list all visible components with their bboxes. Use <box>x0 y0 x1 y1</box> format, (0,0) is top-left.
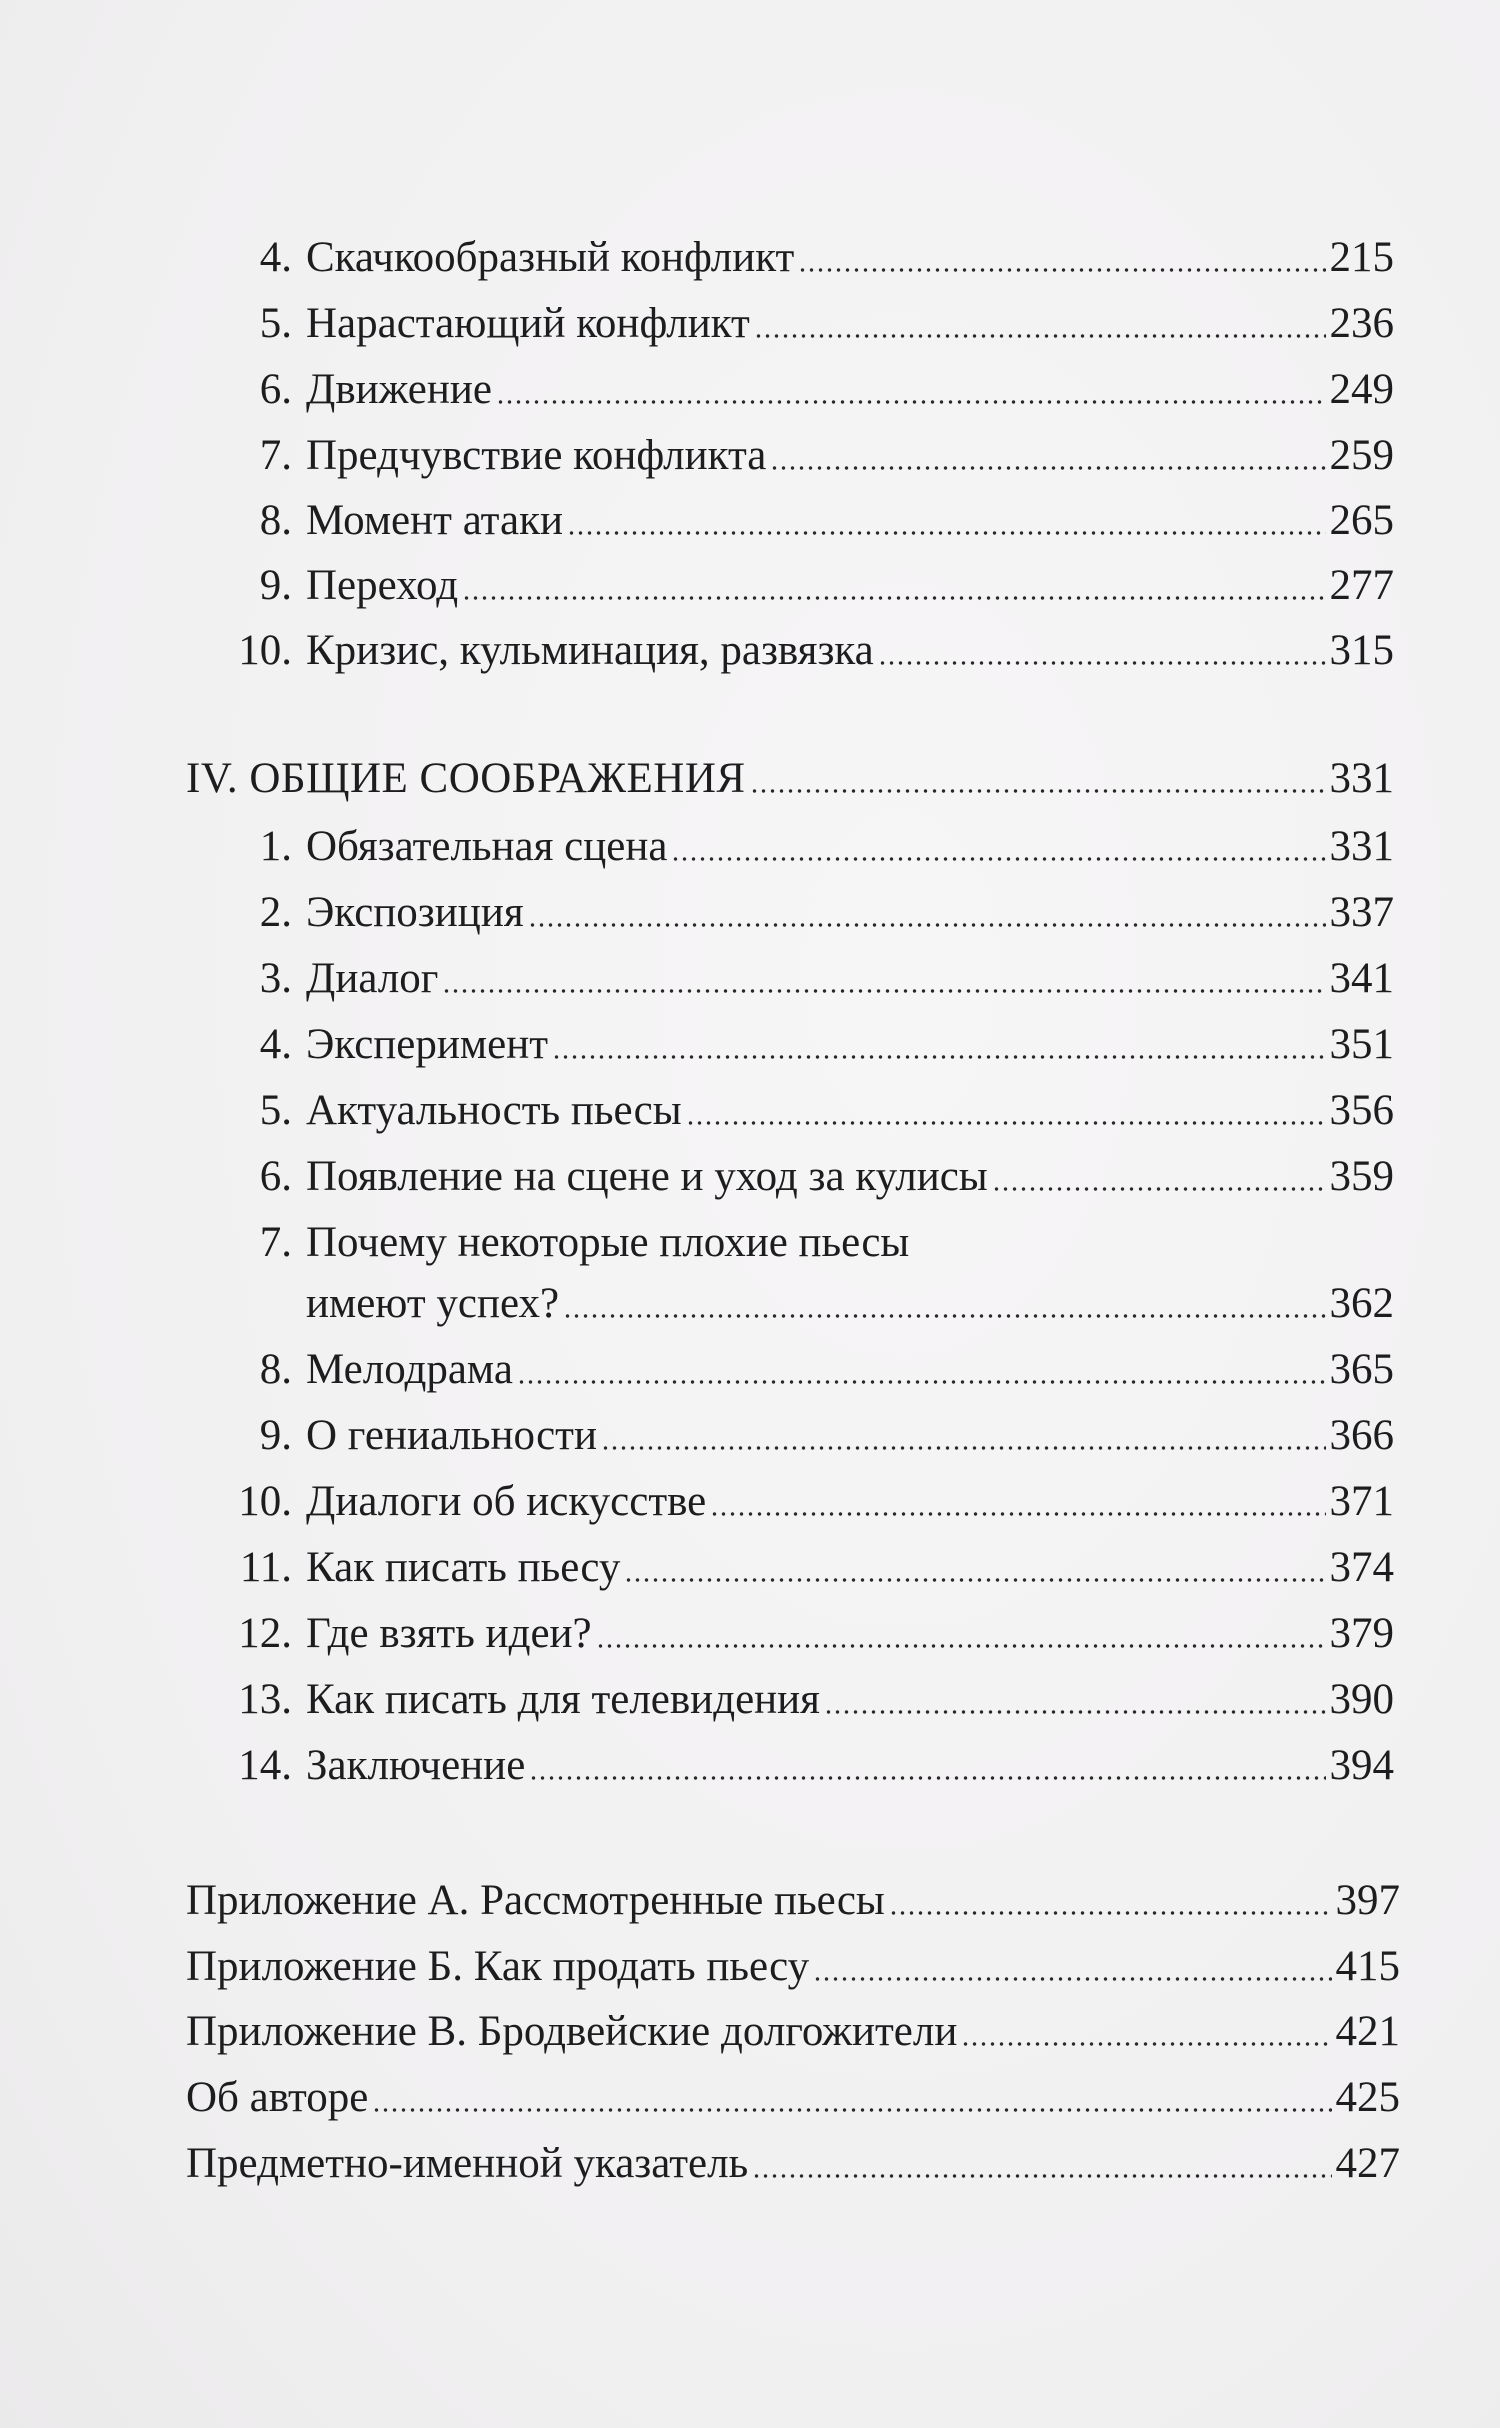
toc-entry[interactable] <box>186 230 1394 286</box>
toc-entry-page: 356 <box>1329 1087 1394 1134</box>
dot-leader <box>706 1474 1329 1530</box>
toc-entry-number: 8. <box>259 1346 292 1393</box>
toc-entry-number: 10. <box>238 627 292 674</box>
toc-entry-title: Момент атаки <box>306 497 563 544</box>
toc-appendix-entry[interactable] <box>186 1873 1400 1929</box>
dot-leader <box>794 230 1329 286</box>
dot-leader <box>750 296 1330 352</box>
toc-entry-page: 337 <box>1329 889 1394 936</box>
toc-entry-title: Движение <box>306 366 492 413</box>
toc-entry[interactable] <box>186 428 1394 484</box>
toc-entry-page: 379 <box>1329 1610 1394 1657</box>
toc-entry-first-line[interactable] <box>186 1215 1394 1271</box>
toc-entry-number: 9. <box>259 562 292 609</box>
toc-entry-number: 10. <box>238 1478 292 1525</box>
dot-leader <box>874 623 1330 679</box>
toc-entry-page: 215 <box>1329 234 1394 281</box>
appendix-title: Об авторе <box>186 2074 369 2121</box>
toc-entry-number: 12. <box>238 1610 292 1657</box>
toc-entry-page: 366 <box>1329 1412 1394 1459</box>
dot-leader <box>513 1342 1330 1398</box>
toc-entry[interactable] <box>186 1408 1394 1464</box>
toc-entry[interactable] <box>186 1149 1394 1205</box>
appendix-page: 421 <box>1335 2008 1400 2055</box>
toc-entry[interactable] <box>186 885 1394 941</box>
toc-entry-title: Мелодрама <box>306 1346 513 1393</box>
dot-leader <box>368 2070 1335 2126</box>
toc-entry-title: О гениальности <box>306 1412 597 1459</box>
toc-entry-number: 4. <box>259 1021 292 1068</box>
toc-entry-title: Предчувствие конфликта <box>306 432 767 479</box>
dot-leader <box>746 751 1330 807</box>
toc-entry-title-line1: Почему некоторые плохие пьесы <box>306 1219 910 1266</box>
dot-leader <box>592 1606 1330 1662</box>
toc-entry-title: Как писать для телевидения <box>306 1676 820 1723</box>
toc-entry-number: 11. <box>239 1544 292 1591</box>
dot-leader <box>548 1017 1329 1073</box>
toc-entry-title: Появление на сцене и уход за кулисы <box>306 1153 988 1200</box>
dot-leader <box>748 2136 1335 2192</box>
toc-entry[interactable] <box>186 623 1394 679</box>
toc-entry-number: 2. <box>259 889 292 936</box>
toc-entry-title: Экспозиция <box>306 889 524 936</box>
toc-entry[interactable] <box>186 1083 1394 1139</box>
toc-entry-title: Кризис, кульминация, развязка <box>306 627 874 674</box>
toc-entry[interactable] <box>186 1276 1394 1332</box>
dot-leader <box>492 362 1330 418</box>
toc-entry-page: 351 <box>1329 1021 1394 1068</box>
toc-entry-page: 331 <box>1329 823 1394 870</box>
toc-entry-title: Эксперимент <box>306 1021 549 1068</box>
toc-entry-page: 236 <box>1329 300 1394 347</box>
toc-entry-title: Диалог <box>306 955 439 1002</box>
toc-entry[interactable] <box>186 1672 1394 1728</box>
dot-leader <box>563 493 1330 549</box>
toc-entry-number: 4. <box>259 234 292 281</box>
toc-entry[interactable] <box>186 1342 1394 1398</box>
toc-entry-page: 374 <box>1329 1544 1394 1591</box>
toc-entry[interactable] <box>186 819 1394 875</box>
toc-entry-number: 5. <box>259 300 292 347</box>
chapter-page: 331 <box>1329 755 1394 802</box>
appendix-title: Приложение Б. Как продать пьесу <box>186 1943 810 1990</box>
toc-entry-page: 371 <box>1329 1478 1394 1525</box>
appendix-title: Приложение В. Бродвейские долгожители <box>186 2008 958 2055</box>
dot-leader <box>597 1408 1330 1464</box>
dot-leader <box>809 1939 1335 1995</box>
toc-entry-page: 249 <box>1329 366 1394 413</box>
dot-leader <box>820 1672 1330 1728</box>
toc-entry-title: Где взять идеи? <box>306 1610 592 1657</box>
toc-appendix-entry[interactable] <box>186 2136 1400 2192</box>
dot-leader <box>766 428 1329 484</box>
toc-entry-number: 6. <box>259 1153 292 1200</box>
appendix-page: 415 <box>1335 1943 1400 1990</box>
dot-leader <box>667 819 1329 875</box>
toc-entry-number: 8. <box>259 497 292 544</box>
appendix-title: Предметно-именной указатель <box>186 2140 749 2187</box>
toc-appendix-entry[interactable] <box>186 2070 1400 2126</box>
dot-leader <box>525 1738 1329 1794</box>
appendix-page: 425 <box>1335 2074 1400 2121</box>
toc-entry[interactable] <box>186 1738 1394 1794</box>
dot-leader <box>559 1276 1329 1332</box>
toc-entry-number: 13. <box>238 1676 292 1723</box>
toc-entry-title: Скачкообразный конфликт <box>306 234 795 281</box>
toc-entry-number: 14. <box>238 1742 292 1789</box>
toc-entry-page: 341 <box>1329 955 1394 1002</box>
toc-appendix-entry[interactable] <box>186 2004 1400 2060</box>
toc-entry-number: 7. <box>259 432 292 479</box>
toc-entry-page: 259 <box>1329 432 1394 479</box>
toc-entry-number: 6. <box>259 366 292 413</box>
toc-entry-page: 265 <box>1329 497 1394 544</box>
toc-entry-title: Как писать пьесу <box>306 1544 621 1591</box>
toc-entry[interactable] <box>186 1474 1394 1530</box>
toc-entry-title: Заключение <box>306 1742 526 1789</box>
toc-entry-title: Нарастающий конфликт <box>306 300 750 347</box>
appendix-page: 397 <box>1335 1877 1400 1924</box>
toc-entry-number: 9. <box>259 1412 292 1459</box>
toc-entry-page: 315 <box>1329 627 1394 674</box>
dot-leader <box>620 1540 1329 1596</box>
dot-leader <box>458 558 1329 614</box>
toc-entry-title: имеют успех? <box>306 1280 560 1327</box>
toc-entry[interactable] <box>186 296 1394 352</box>
toc-entry[interactable] <box>186 493 1394 549</box>
dot-leader <box>988 1149 1330 1205</box>
dot-leader <box>885 1873 1336 1929</box>
toc-entry-page: 277 <box>1329 562 1394 609</box>
toc-entry[interactable] <box>186 1017 1394 1073</box>
toc-entry-title: Обязательная сцена <box>306 823 668 870</box>
toc-entry-number: 1. <box>259 823 292 870</box>
toc-entry-page: 390 <box>1329 1676 1394 1723</box>
toc-entry[interactable] <box>186 558 1394 614</box>
dot-leader <box>682 1083 1330 1139</box>
toc-entry[interactable] <box>186 362 1394 418</box>
toc-entry-title: Переход <box>306 562 459 609</box>
appendix-title: Приложение А. Рассмотренные пьесы <box>186 1877 885 1924</box>
toc-entry-title: Актуальность пьесы <box>306 1087 682 1134</box>
toc-entry-page: 365 <box>1329 1346 1394 1393</box>
toc-chapter-heading[interactable] <box>186 751 1394 807</box>
toc-entry-page: 394 <box>1329 1742 1394 1789</box>
dot-leader <box>524 885 1330 941</box>
toc-entry-number: 5. <box>259 1087 292 1134</box>
toc-entry-page: 359 <box>1329 1153 1394 1200</box>
dot-leader <box>438 951 1329 1007</box>
toc-entry-page: 362 <box>1329 1280 1394 1327</box>
toc-entry-title: Диалоги об искусстве <box>306 1478 707 1525</box>
toc-entry[interactable] <box>186 1606 1394 1662</box>
toc-entry[interactable] <box>186 951 1394 1007</box>
dot-leader <box>957 2004 1335 2060</box>
toc-entry-number: 7. <box>259 1219 292 1266</box>
toc-entry-number: 3. <box>259 955 292 1002</box>
toc-entry[interactable] <box>186 1540 1394 1596</box>
toc-appendix-entry[interactable] <box>186 1939 1400 1995</box>
chapter-title: IV. ОБЩИЕ СООБРАЖЕНИЯ <box>186 755 746 802</box>
appendix-page: 427 <box>1335 2140 1400 2187</box>
